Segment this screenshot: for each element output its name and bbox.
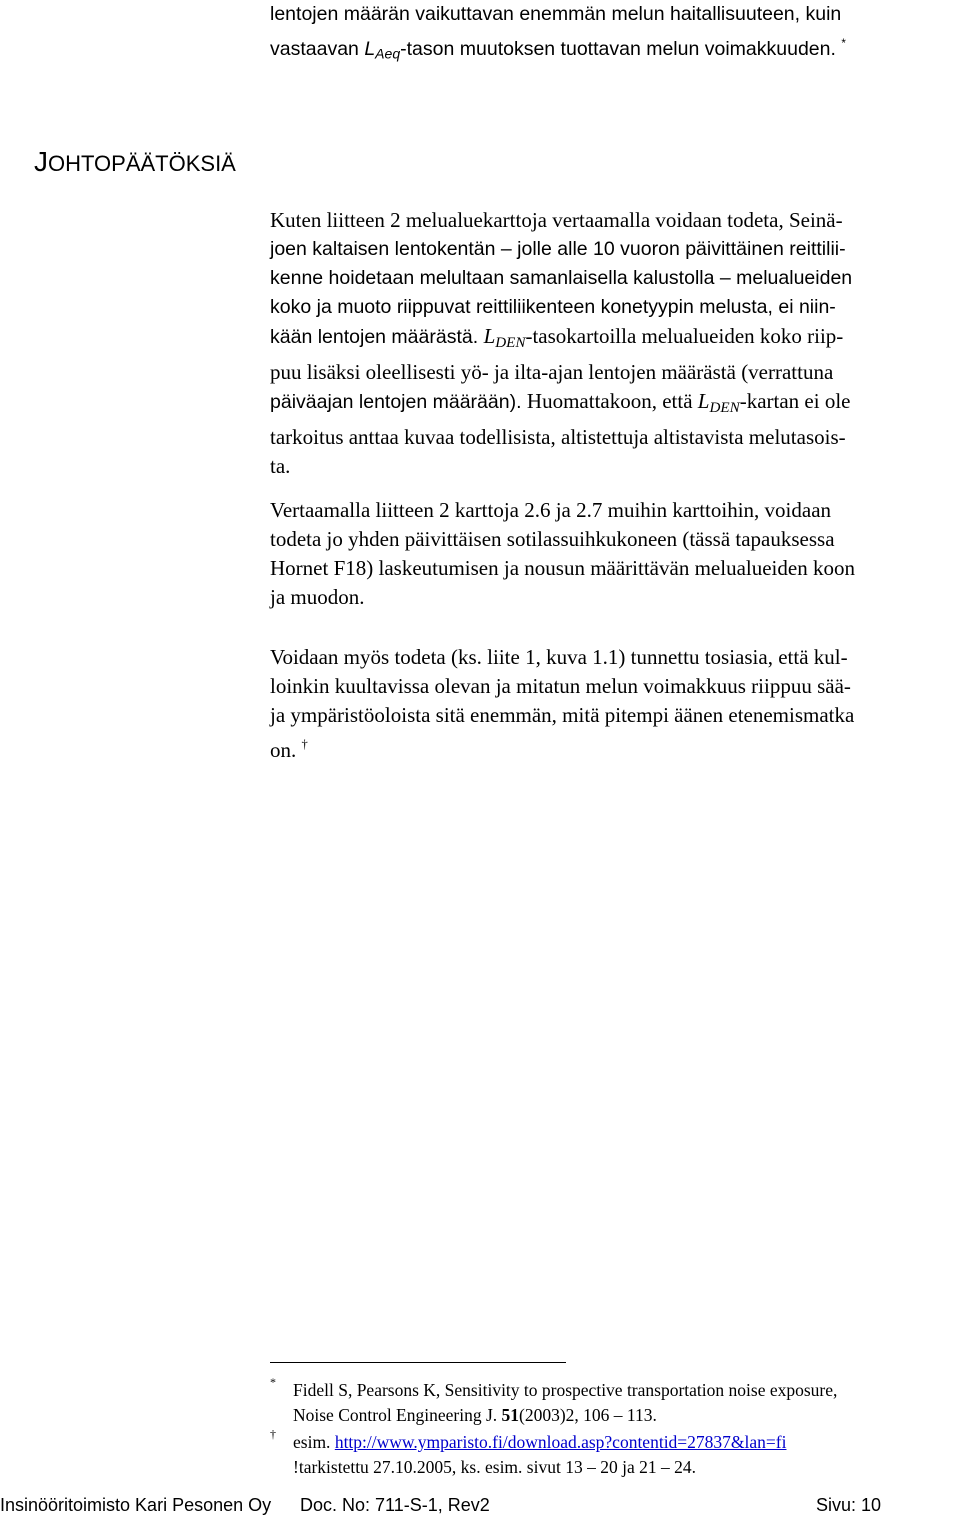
footer-page-number: Sivu: 10 — [816, 1495, 882, 1515]
footnote-1 — [270, 1375, 960, 1428]
footnote-2-line-2: !tarkistettu 27.10.2005, ks. esim. sivut 13 – 20 ja 21 – 24. — [293, 1457, 696, 1477]
p1-line-7 — [270, 387, 960, 423]
ldn-symbol-2: L — [697, 388, 710, 413]
paragraph-conclusions-1 — [270, 206, 960, 481]
intro-line-2-text: vastaavan — [270, 38, 365, 61]
ldn-subscript: DEN — [495, 334, 526, 351]
p1-line-2: joen kaltaisen lentokentän – jolle alle 10 vuoron päivittäinen reittilii- — [270, 238, 846, 260]
footnote-1-line-2 — [293, 1403, 960, 1428]
intro-paragraph — [270, 0, 960, 69]
p1-line-6: puu lisäksi oleellisesti yö- ja ilta-ajan lentojen määrästä (verrattuna — [270, 359, 834, 384]
p1-line-5-end: -tasokartoilla melualueiden koko riip- — [525, 324, 844, 348]
p1-line-4: koko ja muoto riippuvat reittiliikenteen konetyypin melusta, ei niin- — [270, 296, 836, 318]
footnote-1-volume: 51 — [501, 1405, 520, 1425]
footnote-2-mark: † — [270, 1427, 276, 1441]
intro-line-2-rest: -tason muutoksen tuottavan melun voimakkuuden. — [400, 38, 836, 61]
footnote-1-pages: (2003)2, 106 – 113. — [519, 1405, 657, 1425]
p1-line-8: tarkoitus anttaa kuvaa todellisista, altistettuja altistavista melutasois- — [270, 424, 846, 449]
intro-line-1: lentojen määrän vaikuttavan enemmän melun haitallisuuteen, kuin — [270, 3, 842, 25]
p3-line-4-text: on. — [270, 737, 297, 762]
p3-line-1: Voidaan myös todeta (ks. liite 1, kuva 1.1) tunnettu tosiasia, että kul- — [270, 645, 848, 669]
section-heading — [34, 146, 236, 180]
ymparisto-link[interactable]: http://www.ymparisto.fi/download.asp?contentid=27837&lan=fi — [334, 1432, 787, 1452]
footnote-1-line-1: Fidell S, Pearsons K, Sensitivity to prospective transportation noise exposure, — [293, 1380, 838, 1400]
paragraph-conclusions-2 — [270, 496, 960, 612]
p1-line-5-start: kään lentojen määrästä. — [270, 326, 484, 348]
p1-line-7-start: päiväajan lentojen määrään). — [270, 390, 527, 413]
heading-rest: OHTOPÄÄTÖKSIÄ — [48, 151, 236, 176]
p3-line-3: ja ympäristöoloista sitä enemmän, mitä pitempi äänen etenemismatka — [270, 703, 855, 727]
p2-line-1: Vertaamalla liitteen 2 karttoja 2.6 ja 2.7 muihin karttoihin, voidaan — [270, 498, 832, 522]
footnote-ref-asterisk[interactable]: * — [841, 37, 846, 50]
p2-line-4: ja muodon. — [270, 585, 365, 609]
p2-line-3: Hornet F18) laskeutumisen ja nousun määrittävän melualueiden koon — [270, 556, 855, 580]
intro-l-symbol: L — [364, 38, 376, 61]
p3-line-4 — [270, 730, 960, 765]
footnote-2-body — [293, 1430, 960, 1480]
p1-line-7-end: -kartan ei ole — [739, 388, 851, 413]
intro-l-subscript: Aeq — [375, 45, 401, 62]
footnote-2-prefix: esim. — [293, 1432, 335, 1452]
footnote-1-journal: Noise Control Engineering J. — [293, 1405, 502, 1425]
footer-company: Insinööritoimisto Kari Pesonen Oy — [0, 1495, 272, 1515]
footnote-2-line-1 — [293, 1430, 960, 1455]
paragraph-conclusions-3 — [270, 643, 960, 765]
heading-initial: J — [34, 146, 48, 177]
p1-line-5 — [270, 322, 960, 358]
footnote-separator — [270, 1362, 566, 1363]
p2-line-2: todeta jo yhden päivittäisen sotilassuihkukoneen (tässä tapauksessa — [270, 527, 835, 551]
p1-line-9: ta. — [270, 453, 291, 478]
p3-line-2: loinkin kuultavissa olevan ja mitatun melun voimakkuus riippuu sää- — [270, 674, 851, 698]
footnote-1-body — [293, 1378, 960, 1428]
ldn-subscript-2: DEN — [709, 399, 740, 416]
intro-line-2 — [270, 29, 960, 69]
footnote-ref-dagger[interactable]: † — [301, 737, 308, 751]
footnote-1-mark: * — [270, 1375, 276, 1389]
p1-line-3: kenne hoidetaan melultaan samanlaisella kalustolla – melualueiden — [270, 267, 853, 289]
footer-doc-number: Doc. No: 711-S-1, Rev2 — [300, 1495, 490, 1515]
footnote-2 — [270, 1427, 960, 1480]
ldn-symbol: L — [483, 324, 496, 348]
p1-line-7-mid: Huomattakoon, että — [526, 388, 698, 413]
p1-line-1: Kuten liitteen 2 melualuekarttoja vertaamalla voidaan todeta, Seinä- — [270, 208, 843, 232]
